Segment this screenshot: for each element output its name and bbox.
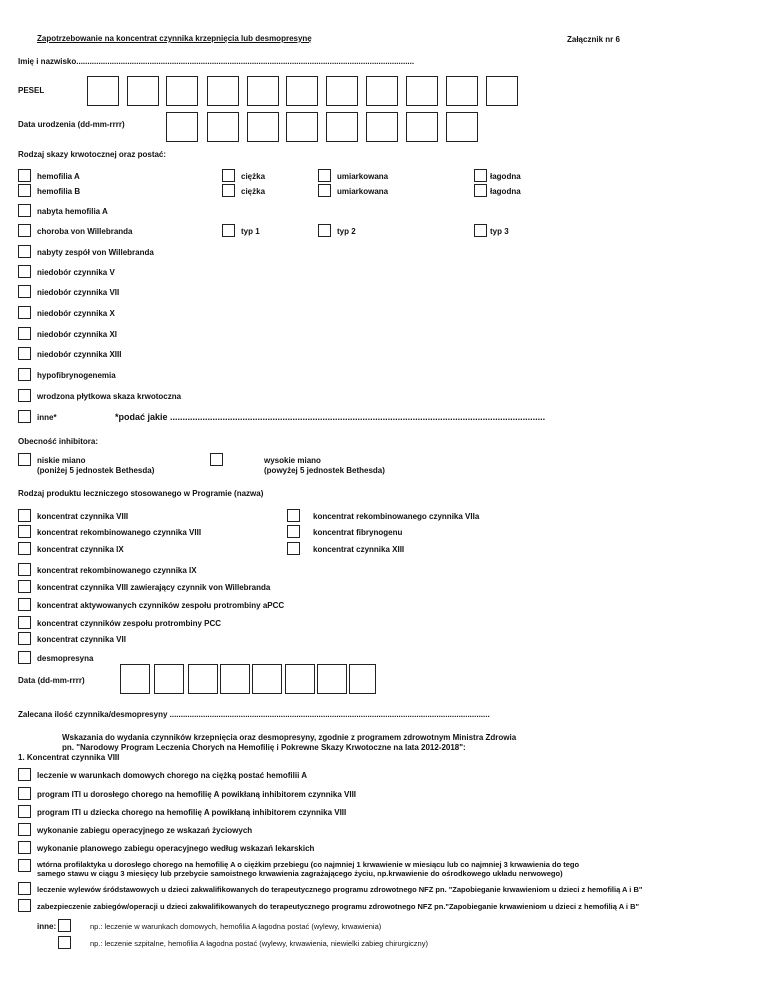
- vwd-type1-checkbox[interactable]: [222, 224, 235, 237]
- other-indication-checkbox[interactable]: [58, 919, 71, 932]
- dob-digit-box[interactable]: [406, 112, 438, 142]
- defect-option-checkbox[interactable]: [18, 389, 31, 402]
- indication-label: program ITI u dorosłego chorego na hemofilię A powikłaną inhibitorem czynnika VIII: [37, 790, 357, 799]
- product-label: koncentrat czynników zespołu protrombiny PCC: [37, 619, 222, 628]
- hemophilia-a-checkbox[interactable]: [18, 169, 31, 182]
- product-checkbox[interactable]: [18, 525, 31, 538]
- pesel-digit-box[interactable]: [87, 76, 119, 106]
- product-label: koncentrat rekombinowanego czynnika VIII: [37, 528, 202, 537]
- high-titer-label: wysokie miano: [264, 456, 321, 465]
- product-checkbox[interactable]: [18, 563, 31, 576]
- defect-option-label: niedobór czynnika XIII: [37, 350, 122, 359]
- defect-option-label: niedobór czynnika V: [37, 268, 115, 277]
- defect-option-label: niedobór czynnika VII: [37, 288, 120, 297]
- indication-checkbox[interactable]: [18, 805, 31, 818]
- hem-b-mild-checkbox[interactable]: [474, 184, 487, 197]
- hemophilia-b-label: hemofilia B: [37, 187, 81, 196]
- product-checkbox[interactable]: [287, 542, 300, 555]
- pesel-digit-box[interactable]: [406, 76, 438, 106]
- product-checkbox[interactable]: [287, 509, 300, 522]
- dob-label: Data urodzenia (dd-mm-rrrr): [18, 120, 125, 129]
- dob-digit-box[interactable]: [446, 112, 478, 142]
- hem-b-severe-checkbox[interactable]: [222, 184, 235, 197]
- date-digit-box[interactable]: [349, 664, 376, 694]
- hem-a-mild-checkbox[interactable]: [474, 169, 487, 182]
- defect-heading: Rodzaj skazy krwotocznej oraz postać:: [18, 150, 167, 159]
- prophylaxis-checkbox[interactable]: [18, 859, 31, 872]
- pesel-digit-box[interactable]: [446, 76, 478, 106]
- date-digit-box[interactable]: [154, 664, 184, 694]
- defect-option-checkbox[interactable]: [18, 265, 31, 278]
- product-checkbox[interactable]: [287, 525, 300, 538]
- hem-a-severe-checkbox[interactable]: [222, 169, 235, 182]
- hem-b-moderate-checkbox[interactable]: [318, 184, 331, 197]
- form-title: Zapotrzebowanie na koncentrat czynnika krzepnięcia lub desmopresynę: [37, 34, 312, 43]
- acquired-hemophilia-checkbox[interactable]: [18, 204, 31, 217]
- product-label: koncentrat czynnika VIII zawierający czynnik von Willebranda: [37, 583, 271, 592]
- defect-option-label: hypofibrynogenemia: [37, 371, 116, 380]
- defect-option-label: nabyty zespół von Willebranda: [37, 248, 154, 257]
- other-indication-example: np.: leczenie szpitalne, hemofilia A łagodna postać (wylewy, krwawienia, niewielki zabieg chirurgiczny): [90, 939, 428, 948]
- indication-label: wykonanie zabiegu operacyjnego ze wskazań życiowych: [37, 826, 253, 835]
- dob-digit-box[interactable]: [207, 112, 239, 142]
- product-label: koncentrat rekombinowanego czynnika IX: [37, 566, 197, 575]
- indication-label: program ITI u dziecka chorego na hemofilię A powikłaną inhibitorem czynnika VIII: [37, 808, 347, 817]
- dob-digit-box[interactable]: [247, 112, 279, 142]
- date-digit-box[interactable]: [252, 664, 282, 694]
- moderate-label: umiarkowana: [337, 172, 389, 181]
- indication-label: wykonanie planowego zabiegu operacyjnego według wskazań lekarskich: [37, 844, 315, 853]
- hemophilia-b-checkbox[interactable]: [18, 184, 31, 197]
- date-digit-box[interactable]: [317, 664, 347, 694]
- moderate-label: umiarkowana: [337, 187, 389, 196]
- defect-option-label: niedobór czynnika XI: [37, 330, 118, 339]
- inhibitor-heading: Obecność inhibitora:: [18, 437, 99, 446]
- dob-digit-box[interactable]: [286, 112, 318, 142]
- low-titer-sublabel: (poniżej 5 jednostek Bethesda): [37, 466, 155, 475]
- product-checkbox[interactable]: [18, 598, 31, 611]
- section-heading: 1. Koncentrat czynnika VIII: [18, 753, 120, 762]
- date-digit-box[interactable]: [220, 664, 250, 694]
- date-label: Data (dd-mm-rrrr): [18, 676, 85, 685]
- pesel-digit-box[interactable]: [247, 76, 279, 106]
- hem-a-moderate-checkbox[interactable]: [318, 169, 331, 182]
- date-digit-box[interactable]: [188, 664, 218, 694]
- other-indication-checkbox[interactable]: [58, 936, 71, 949]
- other-defect-specify-field[interactable]: *podać jakie ......................................................................................................................................................: [115, 412, 546, 422]
- product-label: koncentrat czynnika VII: [37, 635, 126, 644]
- product-label: koncentrat aktywowanych czynników zespołu protrombiny aPCC: [37, 601, 285, 610]
- indication-checkbox[interactable]: [18, 768, 31, 781]
- product-heading: Rodzaj produktu leczniczego stosowanego w Programie (nazwa): [18, 489, 264, 498]
- date-digit-box[interactable]: [285, 664, 315, 694]
- defect-option-checkbox[interactable]: [18, 245, 31, 258]
- desmopressin-checkbox[interactable]: [18, 651, 31, 664]
- indication-label: leczenie w warunkach domowych chorego na ciężką postać hemofilii A: [37, 771, 307, 780]
- joint-bleeds-checkbox[interactable]: [18, 882, 31, 895]
- vwd-label: choroba von Willebranda: [37, 227, 133, 236]
- product-label: koncentrat czynnika XIII: [313, 545, 405, 554]
- name-field[interactable]: Imię i nazwisko........................................................................................................................................................: [18, 57, 415, 66]
- type1-label: typ 1: [241, 227, 260, 236]
- other-indication-label: inne:: [37, 922, 57, 931]
- other-defect-checkbox[interactable]: [18, 410, 31, 423]
- type2-label: typ 2: [337, 227, 356, 236]
- annex-label: Załącznik nr 6: [567, 35, 620, 44]
- severe-label: ciężka: [241, 172, 266, 181]
- vwd-type3-checkbox[interactable]: [474, 224, 487, 237]
- pesel-digit-box[interactable]: [166, 76, 198, 106]
- low-titer-checkbox[interactable]: [18, 453, 31, 466]
- prophylaxis-label: wtórna profilaktyka u dorosłego chorego na hemofilię A o ciężkim przebiegu (co najmniej 1 krwawienie w miesiącu lub co najmniej 3 krwawienia do tego: [37, 860, 580, 869]
- pesel-digit-box[interactable]: [326, 76, 358, 106]
- product-label: koncentrat fibrynogenu: [313, 528, 403, 537]
- dob-digit-box[interactable]: [166, 112, 198, 142]
- surgery-protection-label: zabezpieczenie zabiegów/operacji u dzieci zakwalifikowanych do terapeutycznego programu zdrowotnego NFZ pn."Zapobieganie krwawieniom u dzieci z hemofilią A i B": [37, 902, 640, 911]
- defect-option-checkbox[interactable]: [18, 368, 31, 381]
- joint-bleeds-label: leczenie wylewów śródstawowych u dzieci zakwalifikowanych do terapeutycznego programu zdrowotnego NFZ pn. "Zapobieganie krwawieniom u dzieci z hemofilią A i B": [37, 885, 643, 894]
- defect-option-label: niedobór czynnika X: [37, 309, 115, 318]
- dob-digit-box[interactable]: [326, 112, 358, 142]
- dob-digit-box[interactable]: [366, 112, 398, 142]
- other-indication-example: np.: leczenie w warunkach domowych, hemofilia A łagodna postać (wylewy, krwawienia): [90, 922, 382, 931]
- defect-option-label: wrodzona płytkowa skaza krwotoczna: [37, 392, 182, 401]
- product-label: koncentrat czynnika IX: [37, 545, 124, 554]
- severe-label: ciężka: [241, 187, 266, 196]
- pesel-digit-box[interactable]: [207, 76, 239, 106]
- date-digit-box[interactable]: [120, 664, 150, 694]
- defect-option-checkbox[interactable]: [18, 306, 31, 319]
- product-checkbox[interactable]: [18, 616, 31, 629]
- acquired-hemophilia-label: nabyta hemofilia A: [37, 207, 108, 216]
- pesel-digit-box[interactable]: [127, 76, 159, 106]
- pesel-label: PESEL: [18, 86, 45, 95]
- low-titer-label: niskie miano: [37, 456, 86, 465]
- product-checkbox[interactable]: [18, 632, 31, 645]
- pesel-digit-box[interactable]: [366, 76, 398, 106]
- indications-line1: Wskazania do wydania czynników krzepnięcia oraz desmopresyny, zgodnie z programem zdrowotnym Ministra Zdrowia: [62, 733, 517, 742]
- surgery-protection-checkbox[interactable]: [18, 899, 31, 912]
- mild-label: łagodna: [490, 187, 521, 196]
- high-titer-checkbox[interactable]: [210, 453, 223, 466]
- product-checkbox[interactable]: [18, 580, 31, 593]
- type3-label: typ 3: [490, 227, 509, 236]
- amount-field[interactable]: Zalecana ilość czynnika/desmopresyny ................................................................................................................................................: [18, 710, 490, 719]
- prophylaxis-label-cont: samego stawu w ciągu 3 miesięcy lub przebycie samoistnego krwawienia zagrażającego życiu, np.krwawienie do ośrodkowego układu nerwowego): [37, 869, 563, 878]
- pesel-digit-box[interactable]: [286, 76, 318, 106]
- vwd-type2-checkbox[interactable]: [318, 224, 331, 237]
- product-label: koncentrat rekombinowanego czynnika VIIa: [313, 512, 480, 521]
- high-titer-sublabel: (powyżej 5 jednostek Bethesda): [264, 466, 385, 475]
- defect-option-checkbox[interactable]: [18, 285, 31, 298]
- product-checkbox[interactable]: [18, 509, 31, 522]
- defect-option-checkbox[interactable]: [18, 327, 31, 340]
- indication-checkbox[interactable]: [18, 841, 31, 854]
- desmopressin-label: desmopresyna: [37, 654, 94, 663]
- vwd-checkbox[interactable]: [18, 224, 31, 237]
- indication-checkbox[interactable]: [18, 787, 31, 800]
- mild-label: łagodna: [490, 172, 521, 181]
- product-checkbox[interactable]: [18, 542, 31, 555]
- pesel-digit-box[interactable]: [486, 76, 518, 106]
- indications-line2: pn. "Narodowy Program Leczenia Chorych na Hemofilię i Pokrewne Skazy Krwotoczne na lata 2012-2018":: [62, 743, 466, 752]
- indication-checkbox[interactable]: [18, 823, 31, 836]
- product-label: koncentrat czynnika VIII: [37, 512, 129, 521]
- hemophilia-a-label: hemofilia A: [37, 172, 80, 181]
- defect-option-checkbox[interactable]: [18, 347, 31, 360]
- other-defect-label: inne*: [37, 413, 57, 422]
